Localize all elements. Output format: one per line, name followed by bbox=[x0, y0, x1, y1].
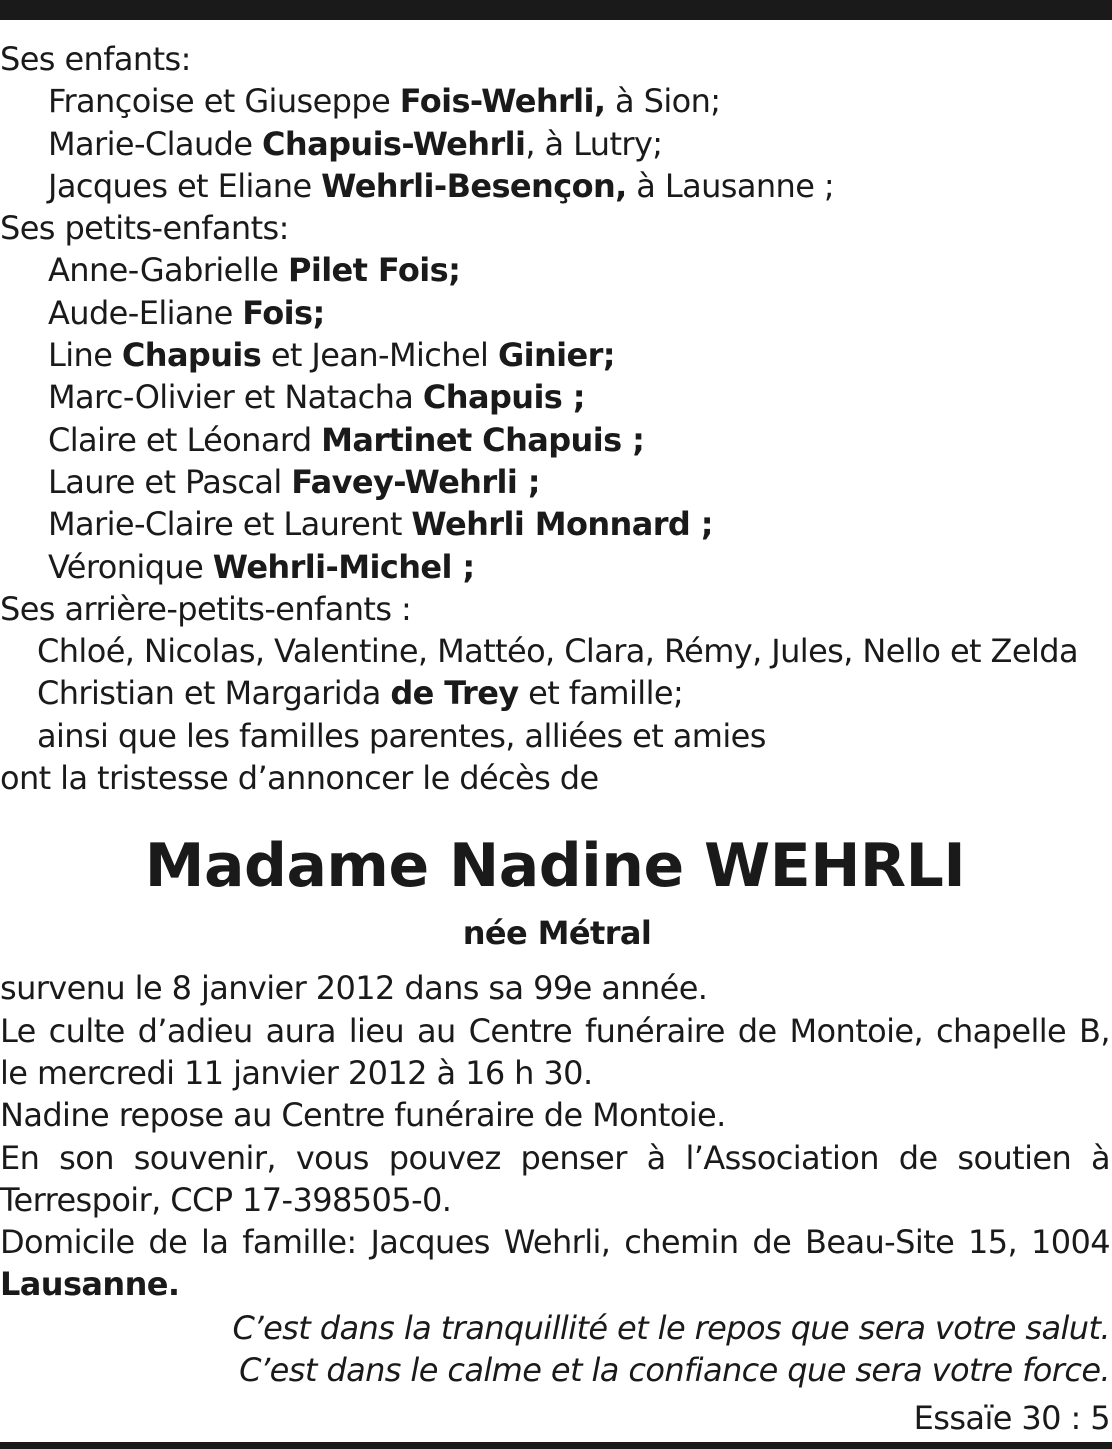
resting-place: Nadine repose au Centre funéraire de Montoie. bbox=[0, 1096, 726, 1135]
funeral-service: Le culte d’adieu aura lieu au Centre funéraire de Montoie, chapelle B, le mercredi 11 janvier 2012 à 16 h 30. bbox=[0, 1011, 1110, 1092]
great-grandchildren-heading: Ses arrière-petits-enfants : bbox=[0, 589, 412, 628]
top-rule bbox=[0, 0, 1112, 20]
quote-line: C’est dans la tranquillité et le repos que sera votre salut. bbox=[232, 1308, 1110, 1347]
donation-note: En son souvenir, vous pouvez penser à l’Association de soutien à Terrespoir, CCP 17-398505-0. bbox=[0, 1138, 1110, 1219]
grandchild-entry: Laure et Pascal Favey-Wehrli ; bbox=[48, 462, 541, 501]
grandchild-entry: Aude-Eliane Fois; bbox=[48, 293, 325, 332]
deceased-name: Madame Nadine WEHRLI bbox=[144, 831, 966, 902]
grandchild-entry: Véronique Wehrli-Michel ; bbox=[48, 547, 475, 586]
bible-quote bbox=[0, 1307, 1110, 1440]
death-date: survenu le 8 janvier 2012 dans sa 99e année. bbox=[0, 969, 708, 1008]
child-entry: Françoise et Giuseppe Fois-Wehrli, à Sion; bbox=[48, 82, 721, 121]
grandchild-entry: Anne-Gabrielle Pilet Fois; bbox=[48, 251, 461, 290]
great-grandchildren-names: Chloé, Nicolas, Valentine, Mattéo, Clara, Rémy, Jules, Nello et Zelda bbox=[37, 632, 1078, 671]
quote-reference: Essaïe 30 : 5 bbox=[913, 1399, 1110, 1438]
family-domicile: Domicile de la famille: Jacques Wehrli, chemin de Beau-Site 15, 1004 Lausanne. bbox=[0, 1223, 1110, 1304]
grandchild-entry: Marc-Olivier et Natacha Chapuis ; bbox=[48, 378, 585, 417]
grandchild-entry: Line Chapuis et Jean-Michel Ginier; bbox=[48, 336, 616, 375]
great-grandchild-entry: Christian et Margarida de Trey et famille; bbox=[37, 674, 684, 713]
details-block bbox=[0, 967, 1110, 1305]
extended-families: ainsi que les familles parentes, alliées et amies bbox=[37, 716, 766, 755]
obituary-notice bbox=[0, 38, 1110, 1440]
child-entry: Marie-Claude Chapuis-Wehrli, à Lutry; bbox=[48, 124, 663, 163]
children-heading: Ses enfants: bbox=[0, 40, 191, 78]
child-entry: Jacques et Eliane Wehrli-Besençon, à Lausanne ; bbox=[48, 166, 835, 205]
grandchild-entry: Marie-Claire et Laurent Wehrli Monnard ; bbox=[48, 505, 713, 544]
grandchild-entry: Claire et Léonard Martinet Chapuis ; bbox=[48, 420, 645, 459]
bottom-rule bbox=[0, 1442, 1112, 1449]
grandchildren-heading: Ses petits-enfants: bbox=[0, 209, 289, 248]
announcement: ont la tristesse d’annoncer le décès de bbox=[0, 759, 599, 798]
maiden-name: née Métral bbox=[462, 914, 652, 953]
quote-line: C’est dans le calme et la confiance que sera votre force. bbox=[239, 1351, 1110, 1390]
